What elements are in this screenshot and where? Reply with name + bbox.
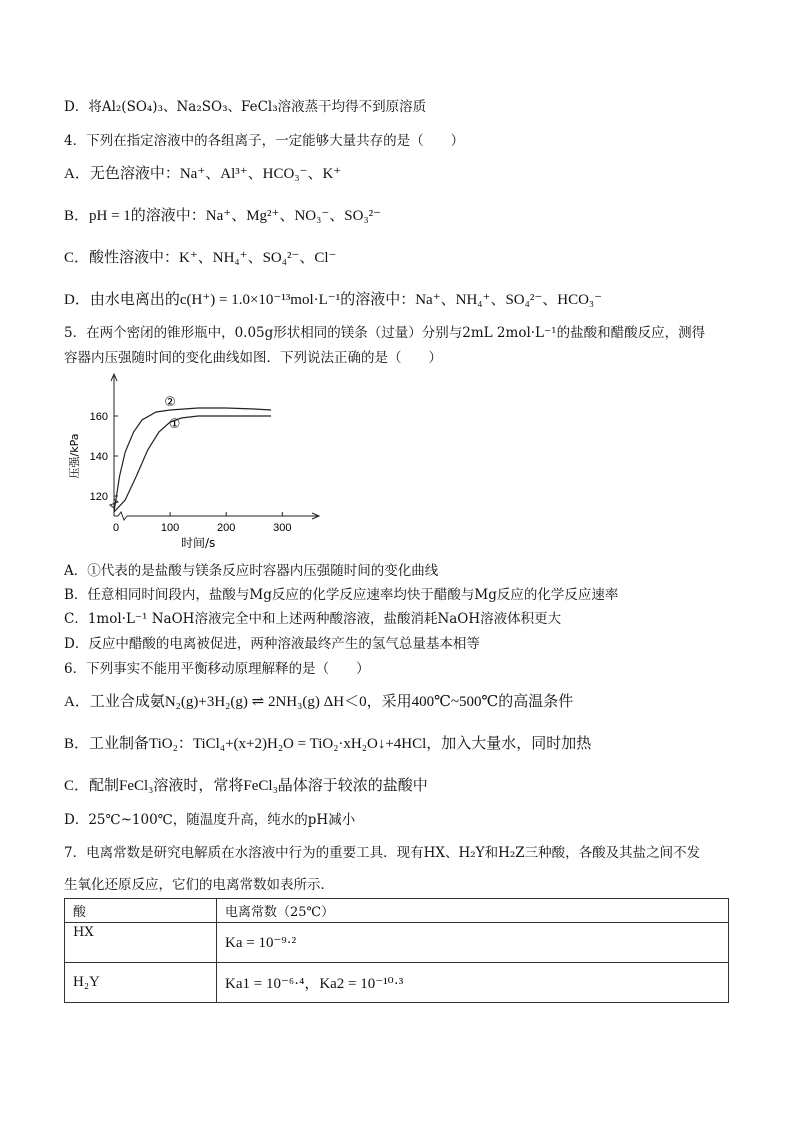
q4-option-b: B．pH = 1的溶液中：Na⁺、Mg²⁺、NO₃⁻、SO₃²⁻ — [64, 208, 382, 224]
q5-option-a: A．①代表的是盐酸与镁条反应时容器内压强随时间的变化曲线 — [64, 563, 439, 579]
q6-option-d: D．25℃~100℃，随温度升高，纯水的pH减小 — [64, 812, 356, 828]
x-tick-label: 0 — [112, 522, 120, 534]
series-line-2 — [114, 408, 271, 512]
q4-option-c: C．酸性溶液中：K⁺、NH₄⁺、SO₄²⁻、Cl⁻ — [64, 250, 337, 266]
chart-axes — [110, 374, 319, 520]
x-tick-label: 100 — [160, 522, 180, 534]
q6-option-b: B．工业制备TiO₂：TiCl₄+(x+2)H₂O = TiO₂·xH₂O↓+4HCl，加入大量水，同时加热 — [64, 736, 592, 752]
q6-option-a: A．工业合成氨N₂(g)+3H₂(g) ⇌ 2NH₃(g) ΔH＜0，采用400℃~500℃的高温条件 — [64, 694, 574, 710]
q5-stem-line2: 容器内压强随时间的变化曲线如图．下列说法正确的是（ ） — [64, 350, 442, 366]
table-cell: H₂Y — [65, 963, 217, 1003]
chart-series — [114, 408, 271, 512]
table-row — [65, 923, 729, 963]
table-header-cell: 酸 — [65, 899, 217, 923]
table-row — [65, 963, 729, 1003]
y-tick-label: 160 — [89, 411, 108, 423]
ionization-constant-table — [64, 898, 729, 1003]
q4-option-a: A．无色溶液中：Na⁺、Al³⁺、HCO₃⁻、K⁺ — [64, 166, 342, 182]
table-header-cell: 电离常数（25℃） — [217, 899, 729, 923]
table-header-row — [65, 899, 729, 923]
table-cell: HX — [65, 923, 217, 963]
q3-option-d: D．将Al₂(SO₄)₃、Na₂SO₃、FeCl₃溶液蒸干均得不到原溶质 — [64, 99, 427, 115]
y-axis-label: 压强/kPa — [68, 433, 81, 479]
x-axis-label: 时间/s — [181, 536, 216, 550]
x-tick-label: 300 — [273, 522, 292, 534]
q5-option-b: B．任意相同时间段内，盐酸与Mg反应的化学反应速率均快于醋酸与Mg反应的化学反应速率 — [64, 587, 619, 603]
y-tick-label: 120 — [89, 491, 108, 503]
q6-stem: 6．下列事实不能用平衡移动原理解释的是（ ） — [64, 661, 370, 677]
table-cell: Ka = 10⁻⁹·² — [217, 923, 729, 963]
q7-stem-line1: 7．电离常数是研究电解质在水溶液中行为的重要工具．现有HX、H₂Y和H₂Z三种酸，各酸及其盐之间不发 — [64, 845, 701, 861]
pressure-time-chart — [64, 368, 334, 553]
q6-option-c: C．配制FeCl₃溶液时，常将FeCl₃晶体溶于较浓的盐酸中 — [64, 778, 428, 794]
table-cell: Ka1 = 10⁻⁶·⁴，Ka2 = 10⁻¹⁰·³ — [217, 963, 729, 1003]
q7-stem-line2: 生氧化还原反应，它们的电离常数如表所示． — [64, 877, 334, 893]
q4-option-d: D．由水电离出的c(H⁺) = 1.0×10⁻¹³mol·L⁻¹的溶液中：Na⁺、NH₄⁺、SO₄²⁻、HCO₃⁻ — [64, 292, 603, 308]
series-label-1: ① — [168, 417, 181, 432]
y-tick-label: 140 — [89, 451, 108, 463]
series-line-1 — [114, 416, 271, 512]
x-axis-break — [118, 512, 127, 520]
x-tick-label: 200 — [217, 522, 236, 534]
q4-stem: 4．下列在指定溶液中的各组离子，一定能够大量共存的是（ ） — [64, 133, 465, 149]
q5-option-c: C．1mol·L⁻¹ NaOH溶液完全中和上述两种酸溶液，盐酸消耗NaOH溶液体积更大 — [64, 611, 562, 627]
series-label-2: ② — [164, 395, 176, 410]
q5-stem-line1: 5．在两个密闭的锥形瓶中，0.05g形状相同的镁条（过量）分别与2mL 2mol·L⁻¹的盐酸和醋酸反应，测得 — [64, 325, 706, 341]
q5-option-d: D．反应中醋酸的电离被促进，两种溶液最终产生的氢气总量基本相等 — [64, 636, 480, 652]
